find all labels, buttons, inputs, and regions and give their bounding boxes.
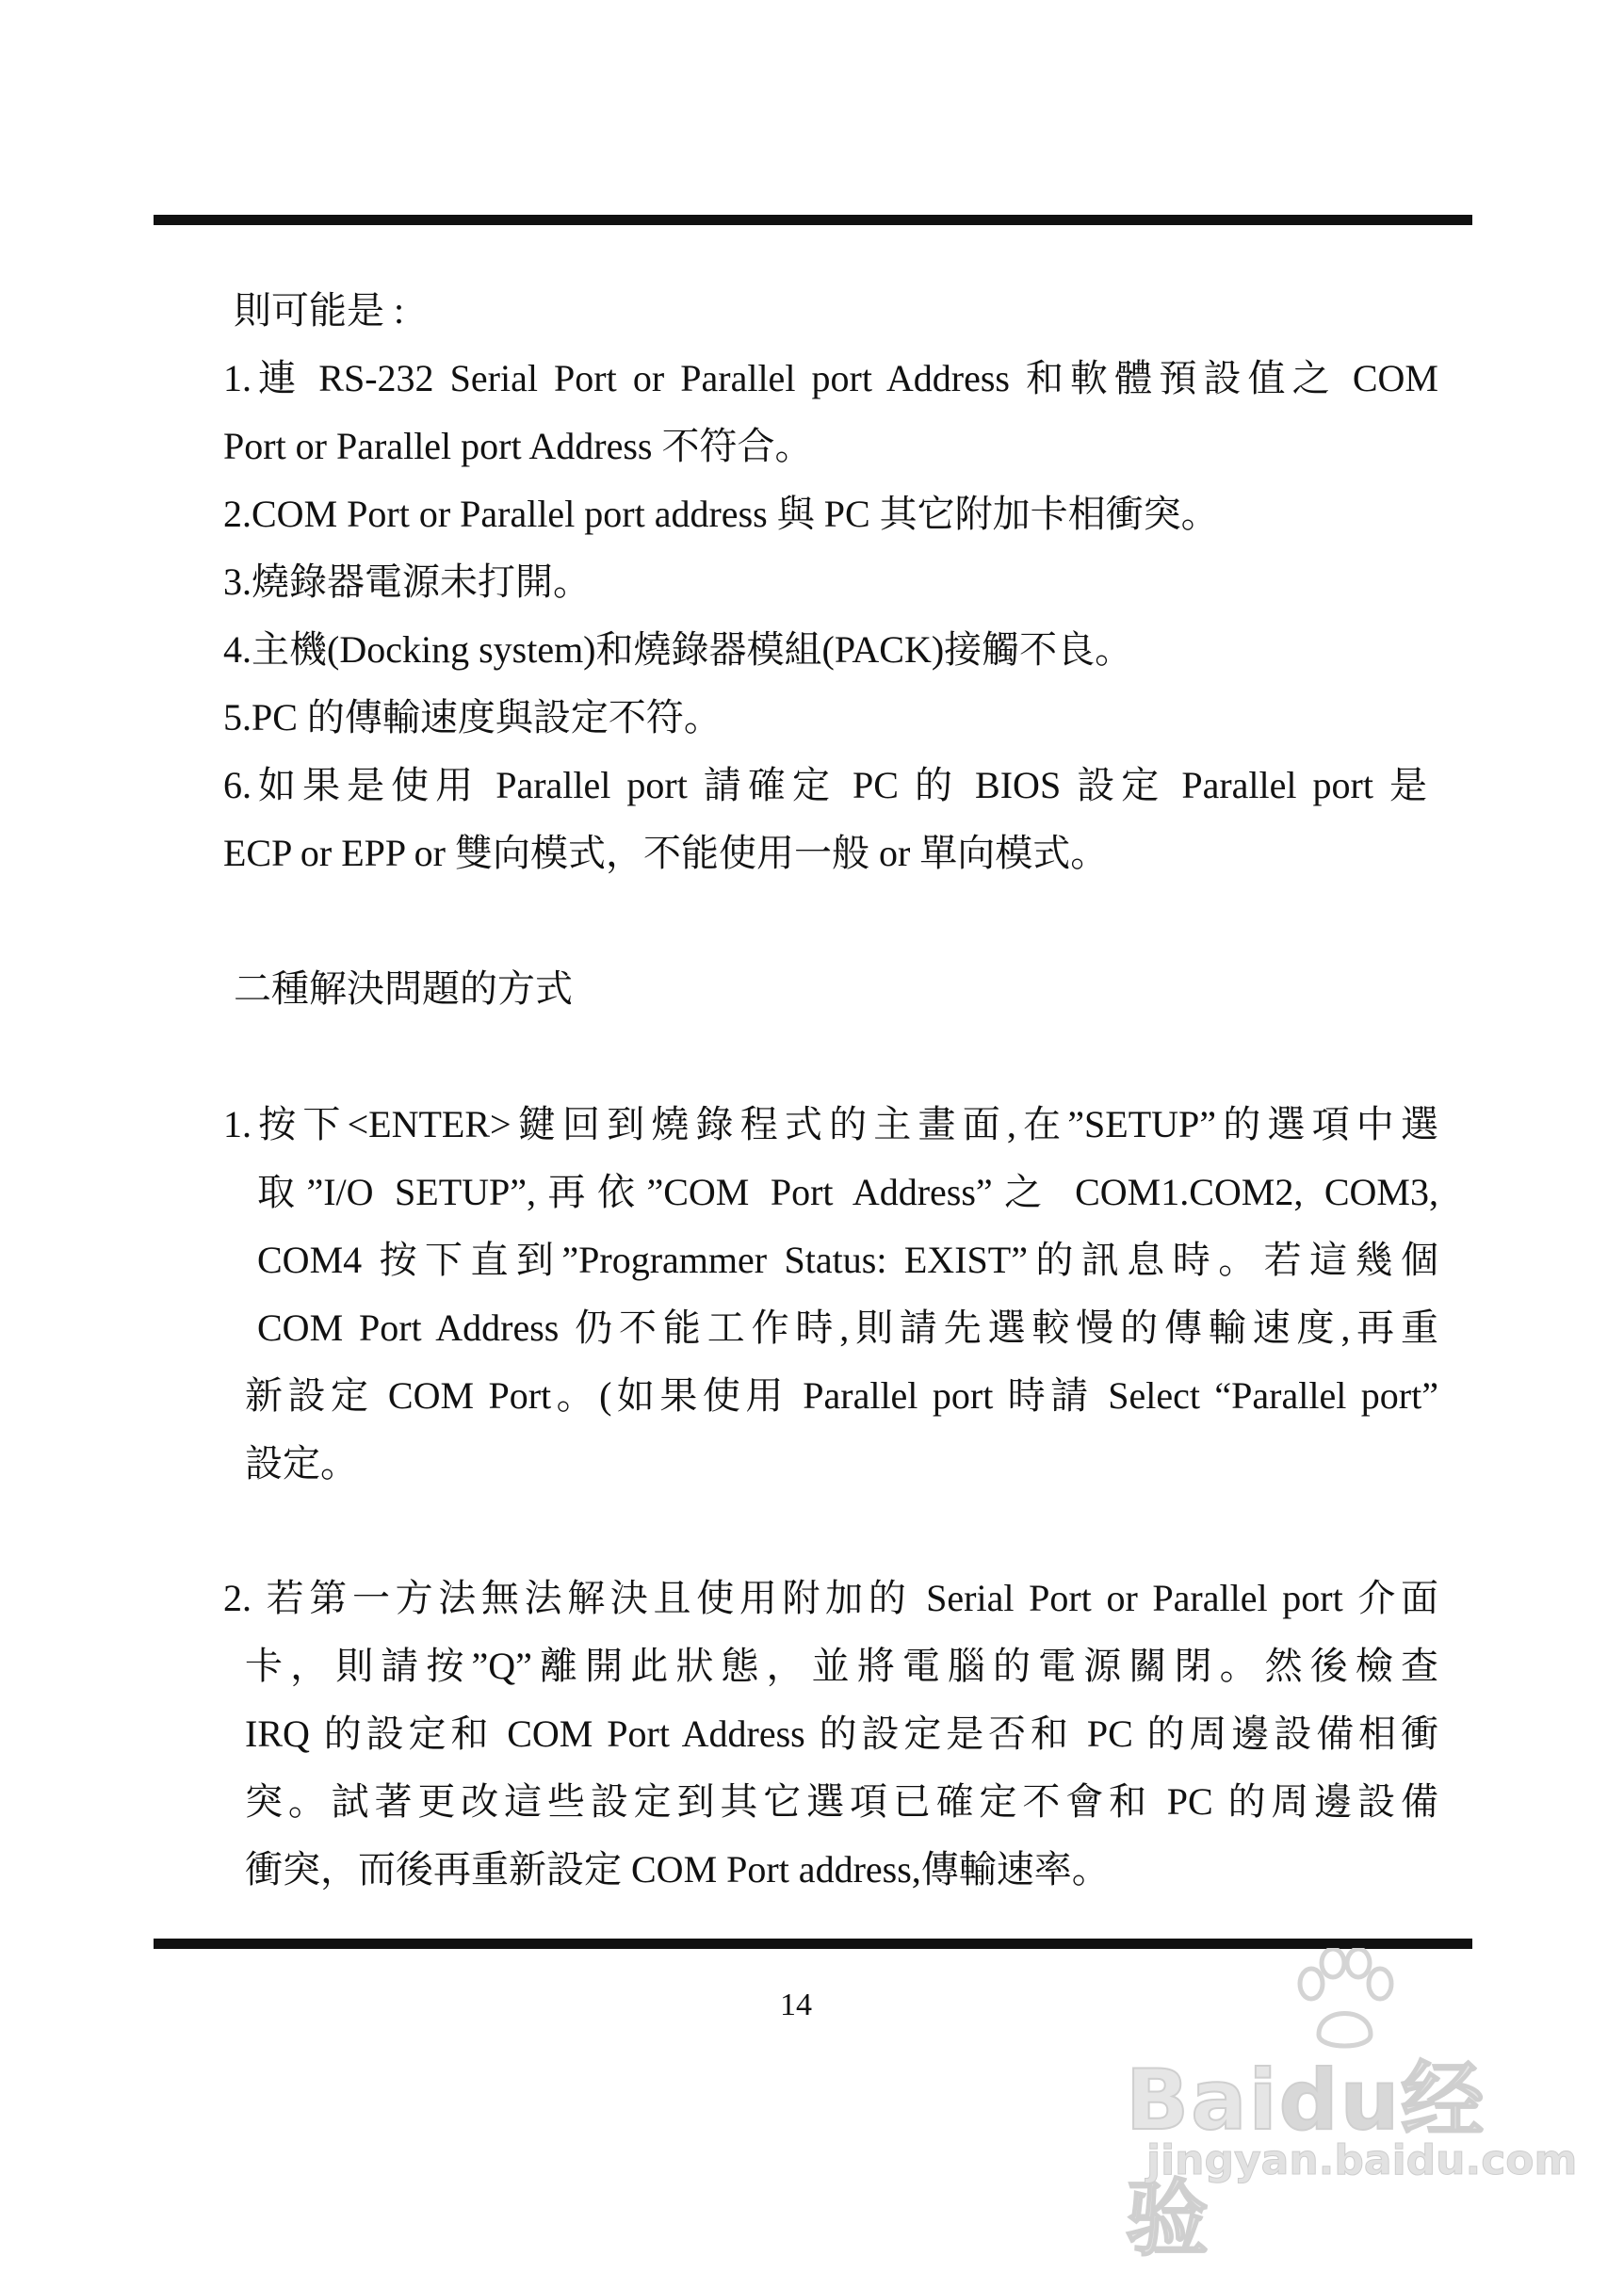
text-line-19: 突。試著更改這些設定到其它選項已確定不會和 PC 的周邊設備 <box>245 1780 1438 1823</box>
section-heading: 二種解決問題的方式 <box>234 967 573 1010</box>
watermark-brand-right: du <box>1278 2052 1402 2149</box>
text-line-20: 衝突，而後再重新設定 COM Port address,傳輸速率。 <box>245 1848 1110 1891</box>
text-line-7: 5.PC 的傳輸速度與設定不符。 <box>223 696 722 738</box>
top-rule <box>154 215 1472 225</box>
text-line-17: 卡，則請按”Q”離開此狀態，並將電腦的電源關閉。然後檢查 <box>245 1645 1438 1687</box>
text-line-8: 6.如果是使用 Parallel port 請確定 PC 的 BIOS 設定 Parallel port 是 <box>223 764 1427 806</box>
text-line-16: 2. 若第一方法無法解決且使用附加的 Serial Port or Parallel port 介面 <box>223 1577 1438 1619</box>
text-line-9: ECP or EPP or 雙向模式，不能使用一般 or 單向模式。 <box>223 832 1109 874</box>
watermark-brand-cn: 经验 <box>1126 2052 1486 2267</box>
text-line-4: 2.COM Port or Parallel port address 與 PC 其它附加卡相衝突。 <box>223 493 1219 535</box>
text-line-3: Port or Parallel port Address 不符合。 <box>223 425 813 467</box>
text-line-6: 4.主機(Docking system)和燒錄器模組(PACK)接觸不良。 <box>223 628 1133 671</box>
watermark-brand-left: Bai <box>1126 2052 1279 2149</box>
watermark-url: jingyan.baidu.com <box>1146 2136 1578 2184</box>
text-line-2: 1.連 RS-232 Serial Port or Parallel port Address 和軟體預設值之 COM <box>223 357 1438 399</box>
text-line-13: COM Port Address 仍不能工作時,則請先選較慢的傳輸速度,再重 <box>257 1306 1438 1349</box>
page-number: 14 <box>780 1988 812 2022</box>
text-line-18: IRQ 的設定和 COM Port Address 的設定是否和 PC 的周邊設備相衝 <box>245 1712 1438 1755</box>
text-line-12: COM4 按下直到”Programmer Status: EXIST”的訊息時。若這幾個 <box>257 1239 1438 1281</box>
text-line-1: 則可能是 : <box>234 289 405 332</box>
text-line-5: 3.燒錄器電源未打開。 <box>223 560 591 603</box>
text-line-11: 取”I/O SETUP”,再依”COM Port Address”之 COM1.COM2, COM3, <box>257 1171 1438 1213</box>
baidu-watermark <box>1126 1948 1578 2267</box>
text-line-15: 設定。 <box>245 1442 358 1485</box>
text-line-10: 1.按下<ENTER>鍵回到燒錄程式的主畫面,在”SETUP”的選項中選 <box>223 1103 1438 1145</box>
text-line-14: 新設定 COM Port。(如果使用 Parallel port 時請 Select “Parallel port” <box>245 1374 1438 1417</box>
